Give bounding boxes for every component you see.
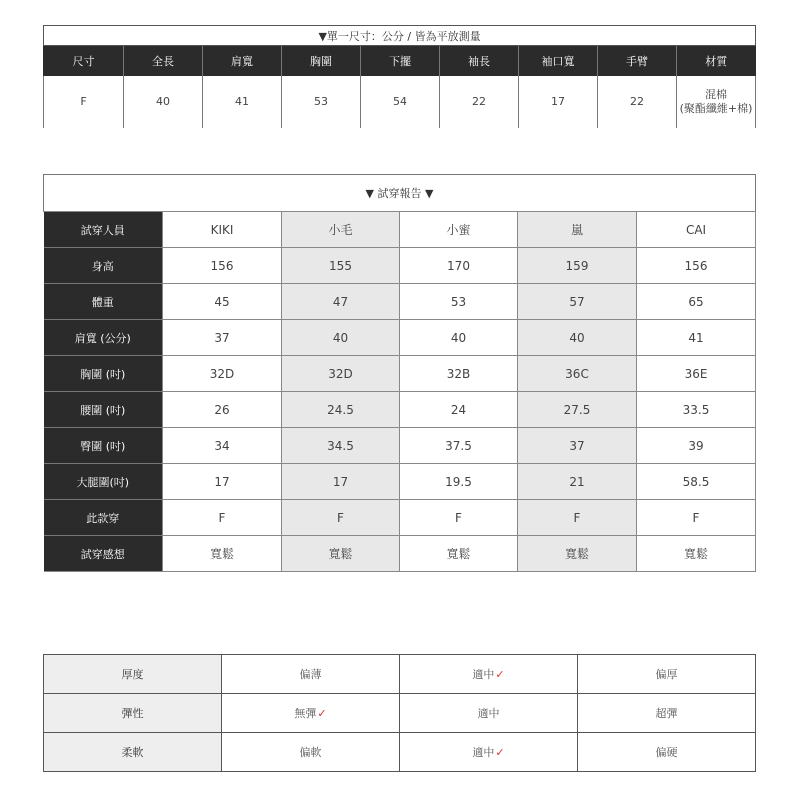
value-total-length: 40 bbox=[124, 76, 203, 128]
fabric-feel-option bbox=[578, 655, 756, 694]
tryon-cell: 小毛 bbox=[282, 212, 400, 248]
header-sleeve-length: 袖長 bbox=[440, 46, 519, 77]
check-mark-icon: ✓ bbox=[317, 707, 327, 720]
fabric-feel-option bbox=[578, 694, 756, 733]
size-chart-table bbox=[43, 25, 756, 128]
tryon-report-table bbox=[43, 174, 756, 572]
tryon-cell: 24.5 bbox=[282, 392, 400, 428]
fabric-feel-option bbox=[222, 694, 400, 733]
tryon-cell: 36C bbox=[518, 356, 637, 392]
tryon-cell: 寬鬆 bbox=[163, 536, 282, 572]
tryon-cell: 32D bbox=[163, 356, 282, 392]
tryon-cell: 40 bbox=[518, 320, 637, 356]
tryon-report-title: ▼ 試穿報告 ▼ bbox=[44, 175, 756, 212]
tryon-cell: 40 bbox=[400, 320, 518, 356]
tryon-cell: 57 bbox=[518, 284, 637, 320]
tryon-row bbox=[44, 392, 756, 428]
tryon-cell: 36E bbox=[637, 356, 756, 392]
fabric-feel-label: 厚度 bbox=[44, 655, 222, 694]
header-total-length: 全長 bbox=[124, 46, 203, 77]
tryon-cell: 156 bbox=[163, 248, 282, 284]
tryon-cell: 17 bbox=[282, 464, 400, 500]
tryon-cell: 32D bbox=[282, 356, 400, 392]
tryon-row bbox=[44, 500, 756, 536]
value-shoulder-width: 41 bbox=[203, 76, 282, 128]
tryon-row-label: 體重 bbox=[44, 284, 163, 320]
tryon-cell: 37 bbox=[518, 428, 637, 464]
fabric-feel-option-label: 偏硬 bbox=[655, 746, 678, 759]
tryon-row bbox=[44, 284, 756, 320]
tryon-cell: 21 bbox=[518, 464, 637, 500]
tryon-cell: 37.5 bbox=[400, 428, 518, 464]
fabric-feel-row bbox=[44, 733, 756, 772]
value-sleeve-length: 22 bbox=[440, 76, 519, 128]
fabric-feel-table bbox=[43, 654, 756, 772]
tryon-cell: F bbox=[163, 500, 282, 536]
tryon-row bbox=[44, 428, 756, 464]
tryon-cell: 寬鬆 bbox=[282, 536, 400, 572]
tryon-cell: 27.5 bbox=[518, 392, 637, 428]
header-size: 尺寸 bbox=[44, 46, 124, 77]
tryon-cell: 26 bbox=[163, 392, 282, 428]
header-shoulder-width: 肩寬 bbox=[203, 46, 282, 77]
size-chart-header-row bbox=[44, 46, 756, 77]
tryon-cell: 65 bbox=[637, 284, 756, 320]
tryon-cell: 寬鬆 bbox=[400, 536, 518, 572]
tryon-cell: 寬鬆 bbox=[518, 536, 637, 572]
fabric-feel-label: 彈性 bbox=[44, 694, 222, 733]
tryon-cell: 34 bbox=[163, 428, 282, 464]
tryon-cell: 155 bbox=[282, 248, 400, 284]
fabric-feel-option-label: 適中 bbox=[477, 707, 500, 720]
tryon-row bbox=[44, 536, 756, 572]
tryon-cell: F bbox=[400, 500, 518, 536]
fabric-feel-option-label: 偏厚 bbox=[655, 668, 678, 681]
tryon-row-label: 試穿感想 bbox=[44, 536, 163, 572]
tryon-cell: 24 bbox=[400, 392, 518, 428]
fabric-feel-option bbox=[400, 733, 578, 772]
tryon-row bbox=[44, 464, 756, 500]
fabric-feel-option-label: 適中 bbox=[472, 746, 495, 759]
fabric-feel-option-label: 超彈 bbox=[655, 707, 678, 720]
tryon-cell: CAI bbox=[637, 212, 756, 248]
tryon-cell: 39 bbox=[637, 428, 756, 464]
tryon-cell: 159 bbox=[518, 248, 637, 284]
value-cuff-width: 17 bbox=[519, 76, 598, 128]
tryon-cell: 53 bbox=[400, 284, 518, 320]
tryon-cell: 19.5 bbox=[400, 464, 518, 500]
tryon-cell: 37 bbox=[163, 320, 282, 356]
value-chest: 53 bbox=[282, 76, 361, 128]
tryon-cell: 小蜜 bbox=[400, 212, 518, 248]
tryon-cell: 寬鬆 bbox=[637, 536, 756, 572]
tryon-cell: 156 bbox=[637, 248, 756, 284]
check-mark-icon: ✓ bbox=[495, 668, 505, 681]
fabric-feel-option-label: 無彈 bbox=[294, 707, 317, 720]
value-material: 混棉 (聚酯纖維+棉) bbox=[677, 76, 756, 128]
tryon-cell: 34.5 bbox=[282, 428, 400, 464]
fabric-feel-option bbox=[400, 655, 578, 694]
tryon-cell: 58.5 bbox=[637, 464, 756, 500]
fabric-feel-option-label: 偏軟 bbox=[299, 746, 322, 759]
value-arm: 22 bbox=[598, 76, 677, 128]
tryon-row-label: 胸圍 (吋) bbox=[44, 356, 163, 392]
tryon-cell: 170 bbox=[400, 248, 518, 284]
fabric-feel-option-label: 偏薄 bbox=[299, 668, 322, 681]
tryon-row-label: 此款穿 bbox=[44, 500, 163, 536]
tryon-cell: F bbox=[637, 500, 756, 536]
tryon-row-label: 身高 bbox=[44, 248, 163, 284]
tryon-cell: 45 bbox=[163, 284, 282, 320]
tryon-cell: F bbox=[518, 500, 637, 536]
fabric-feel-option bbox=[400, 694, 578, 733]
tryon-cell: 嵐 bbox=[518, 212, 637, 248]
header-arm: 手臂 bbox=[598, 46, 677, 77]
header-cuff-width: 袖口寬 bbox=[519, 46, 598, 77]
check-mark-icon: ✓ bbox=[495, 746, 505, 759]
size-chart-caption: ▼單一尺寸：公分 / 皆為平放測量 bbox=[44, 26, 756, 46]
tryon-cell: 32B bbox=[400, 356, 518, 392]
tryon-row-label: 試穿人員 bbox=[44, 212, 163, 248]
tryon-cell: KIKI bbox=[163, 212, 282, 248]
tryon-cell: 47 bbox=[282, 284, 400, 320]
fabric-feel-option bbox=[222, 733, 400, 772]
tryon-row bbox=[44, 248, 756, 284]
value-size: F bbox=[44, 76, 124, 128]
fabric-feel-label: 柔軟 bbox=[44, 733, 222, 772]
header-chest: 胸圍 bbox=[282, 46, 361, 77]
header-hem: 下擺 bbox=[361, 46, 440, 77]
fabric-feel-option bbox=[578, 733, 756, 772]
fabric-feel-row bbox=[44, 655, 756, 694]
tryon-cell: 41 bbox=[637, 320, 756, 356]
tryon-cell: 17 bbox=[163, 464, 282, 500]
tryon-row-label: 臀圍 (吋) bbox=[44, 428, 163, 464]
tryon-row bbox=[44, 356, 756, 392]
tryon-row bbox=[44, 320, 756, 356]
fabric-feel-row bbox=[44, 694, 756, 733]
tryon-cell: F bbox=[282, 500, 400, 536]
header-material: 材質 bbox=[677, 46, 756, 77]
fabric-feel-option bbox=[222, 655, 400, 694]
tryon-cell: 33.5 bbox=[637, 392, 756, 428]
fabric-feel-option-label: 適中 bbox=[472, 668, 495, 681]
value-hem: 54 bbox=[361, 76, 440, 128]
tryon-row-label: 腰圍 (吋) bbox=[44, 392, 163, 428]
tryon-row-label: 肩寬 (公分) bbox=[44, 320, 163, 356]
tryon-row-label: 大腿圍(吋) bbox=[44, 464, 163, 500]
size-chart-value-row bbox=[44, 76, 756, 128]
tryon-cell: 40 bbox=[282, 320, 400, 356]
tryon-row bbox=[44, 212, 756, 248]
